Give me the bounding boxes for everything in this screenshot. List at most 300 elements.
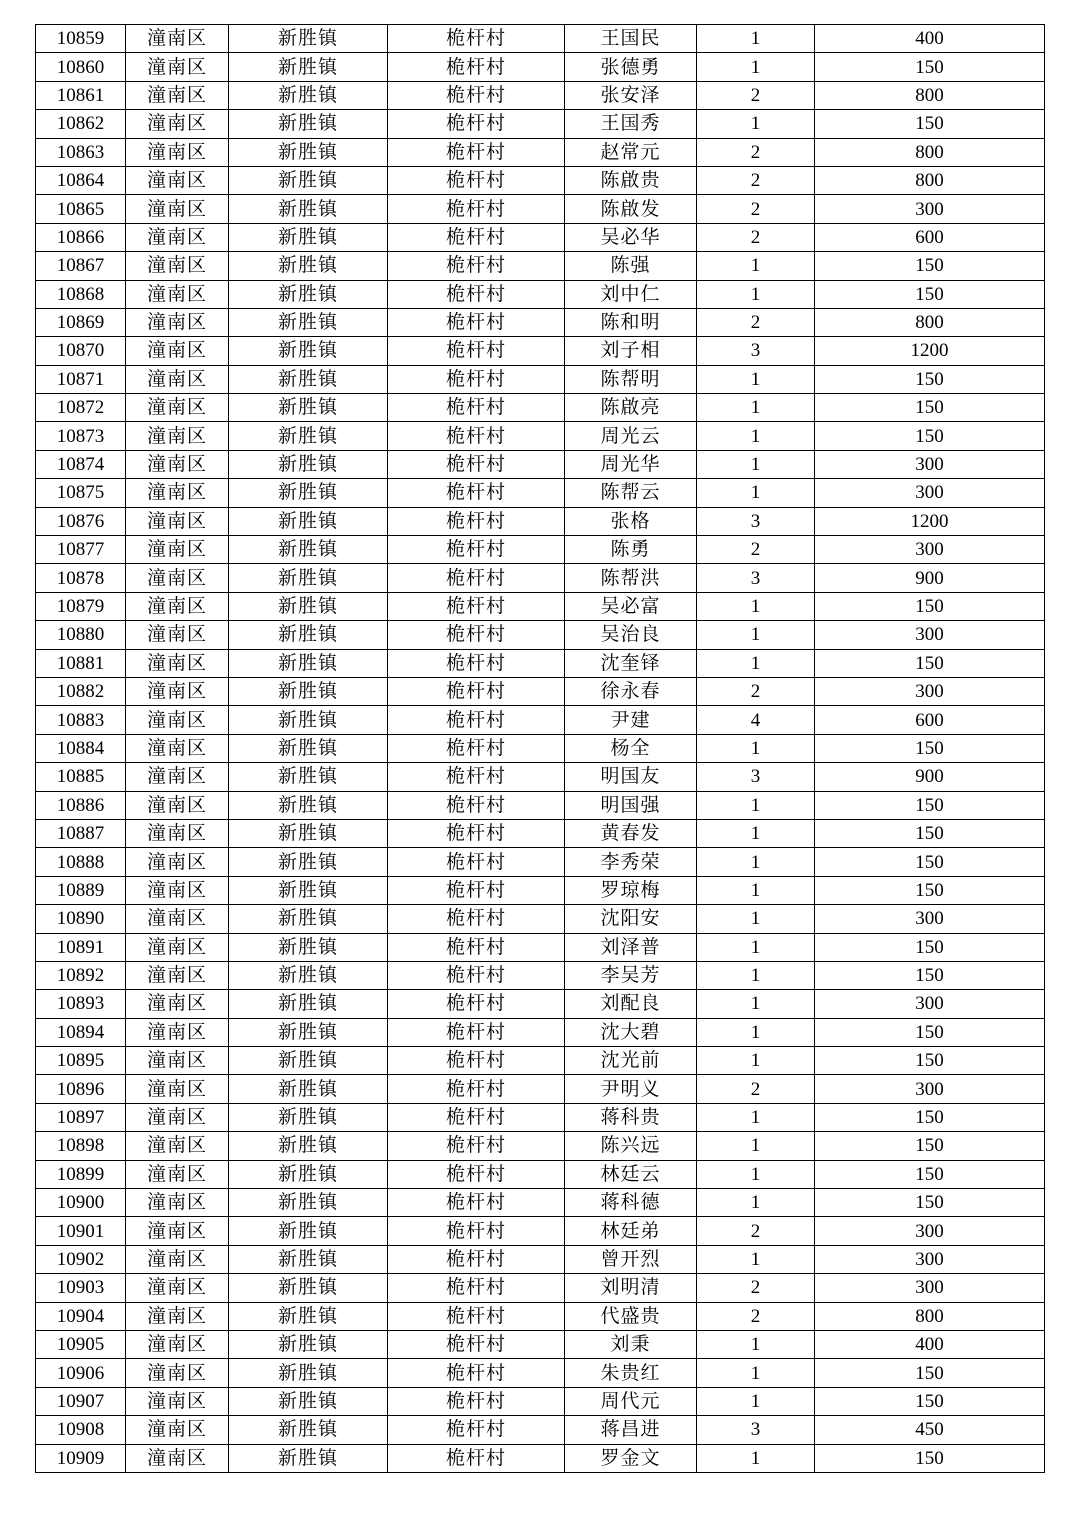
town-cell: 新胜镇 <box>229 706 388 734</box>
village-cell: 桅杆村 <box>388 507 565 535</box>
household-count-cell: 1 <box>697 1103 815 1131</box>
town-cell: 新胜镇 <box>229 1217 388 1245</box>
household-count-cell: 1 <box>697 1359 815 1387</box>
serial-number-cell: 10906 <box>36 1359 126 1387</box>
district-cell: 潼南区 <box>126 365 229 393</box>
name-cell: 陈兴远 <box>565 1132 697 1160</box>
town-cell: 新胜镇 <box>229 1359 388 1387</box>
amount-cell: 900 <box>815 763 1045 791</box>
district-cell: 潼南区 <box>126 1103 229 1131</box>
serial-number-cell: 10865 <box>36 195 126 223</box>
household-count-cell: 1 <box>697 394 815 422</box>
household-count-cell: 1 <box>697 592 815 620</box>
household-count-cell: 2 <box>697 536 815 564</box>
town-cell: 新胜镇 <box>229 1387 388 1415</box>
district-cell: 潼南区 <box>126 1160 229 1188</box>
household-count-cell: 1 <box>697 25 815 53</box>
amount-cell: 150 <box>815 1387 1045 1415</box>
name-cell: 杨全 <box>565 734 697 762</box>
amount-cell: 800 <box>815 81 1045 109</box>
serial-number-cell: 10861 <box>36 81 126 109</box>
table-row <box>36 479 1045 507</box>
district-cell: 潼南区 <box>126 394 229 422</box>
table-row <box>36 677 1045 705</box>
district-cell: 潼南区 <box>126 1217 229 1245</box>
district-cell: 潼南区 <box>126 564 229 592</box>
village-cell: 桅杆村 <box>388 138 565 166</box>
village-cell: 桅杆村 <box>388 1359 565 1387</box>
serial-number-cell: 10901 <box>36 1217 126 1245</box>
village-cell: 桅杆村 <box>388 791 565 819</box>
district-cell: 潼南区 <box>126 81 229 109</box>
town-cell: 新胜镇 <box>229 110 388 138</box>
village-cell: 桅杆村 <box>388 280 565 308</box>
household-count-cell: 2 <box>697 166 815 194</box>
name-cell: 张德勇 <box>565 53 697 81</box>
name-cell: 曾开烈 <box>565 1245 697 1273</box>
serial-number-cell: 10881 <box>36 649 126 677</box>
town-cell: 新胜镇 <box>229 848 388 876</box>
district-cell: 潼南区 <box>126 138 229 166</box>
household-count-cell: 1 <box>697 252 815 280</box>
amount-cell: 400 <box>815 25 1045 53</box>
amount-cell: 150 <box>815 422 1045 450</box>
table-row <box>36 223 1045 251</box>
table-row <box>36 1132 1045 1160</box>
household-count-cell: 4 <box>697 706 815 734</box>
town-cell: 新胜镇 <box>229 365 388 393</box>
amount-cell: 800 <box>815 138 1045 166</box>
table-row <box>36 848 1045 876</box>
household-count-cell: 1 <box>697 819 815 847</box>
household-count-cell: 1 <box>697 1189 815 1217</box>
name-cell: 沈奎铎 <box>565 649 697 677</box>
village-cell: 桅杆村 <box>388 1302 565 1330</box>
name-cell: 陈啟发 <box>565 195 697 223</box>
district-cell: 潼南区 <box>126 1274 229 1302</box>
district-cell: 潼南区 <box>126 252 229 280</box>
district-cell: 潼南区 <box>126 1387 229 1415</box>
town-cell: 新胜镇 <box>229 450 388 478</box>
serial-number-cell: 10883 <box>36 706 126 734</box>
town-cell: 新胜镇 <box>229 1132 388 1160</box>
town-cell: 新胜镇 <box>229 819 388 847</box>
name-cell: 吴必华 <box>565 223 697 251</box>
district-cell: 潼南区 <box>126 621 229 649</box>
table-row <box>36 1274 1045 1302</box>
village-cell: 桅杆村 <box>388 564 565 592</box>
town-cell: 新胜镇 <box>229 1103 388 1131</box>
household-count-cell: 3 <box>697 763 815 791</box>
serial-number-cell: 10868 <box>36 280 126 308</box>
amount-cell: 300 <box>815 1245 1045 1273</box>
table-row <box>36 734 1045 762</box>
serial-number-cell: 10869 <box>36 308 126 336</box>
village-cell: 桅杆村 <box>388 53 565 81</box>
table-row <box>36 138 1045 166</box>
serial-number-cell: 10866 <box>36 223 126 251</box>
household-count-cell: 1 <box>697 933 815 961</box>
village-cell: 桅杆村 <box>388 1018 565 1046</box>
district-cell: 潼南区 <box>126 1359 229 1387</box>
district-cell: 潼南区 <box>126 1047 229 1075</box>
table-row <box>36 1047 1045 1075</box>
table-row <box>36 1302 1045 1330</box>
household-count-cell: 2 <box>697 223 815 251</box>
serial-number-cell: 10902 <box>36 1245 126 1273</box>
name-cell: 陈强 <box>565 252 697 280</box>
household-count-cell: 2 <box>697 195 815 223</box>
table-row <box>36 394 1045 422</box>
town-cell: 新胜镇 <box>229 280 388 308</box>
town-cell: 新胜镇 <box>229 1075 388 1103</box>
village-cell: 桅杆村 <box>388 1047 565 1075</box>
table-row <box>36 564 1045 592</box>
household-count-cell: 2 <box>697 308 815 336</box>
name-cell: 周代元 <box>565 1387 697 1415</box>
district-cell: 潼南区 <box>126 876 229 904</box>
district-cell: 潼南区 <box>126 791 229 819</box>
village-cell: 桅杆村 <box>388 1245 565 1273</box>
table-row <box>36 507 1045 535</box>
town-cell: 新胜镇 <box>229 507 388 535</box>
amount-cell: 150 <box>815 365 1045 393</box>
amount-cell: 150 <box>815 252 1045 280</box>
town-cell: 新胜镇 <box>229 933 388 961</box>
name-cell: 陈勇 <box>565 536 697 564</box>
district-cell: 潼南区 <box>126 479 229 507</box>
household-count-cell: 1 <box>697 649 815 677</box>
household-count-cell: 2 <box>697 138 815 166</box>
household-count-cell: 2 <box>697 1075 815 1103</box>
district-cell: 潼南区 <box>126 450 229 478</box>
serial-number-cell: 10873 <box>36 422 126 450</box>
serial-number-cell: 10885 <box>36 763 126 791</box>
district-cell: 潼南区 <box>126 1444 229 1472</box>
table-row <box>36 1444 1045 1472</box>
name-cell: 蒋科贵 <box>565 1103 697 1131</box>
data-table <box>35 24 1045 1473</box>
amount-cell: 300 <box>815 990 1045 1018</box>
village-cell: 桅杆村 <box>388 536 565 564</box>
table-row <box>36 592 1045 620</box>
district-cell: 潼南区 <box>126 1132 229 1160</box>
table-row <box>36 990 1045 1018</box>
district-cell: 潼南区 <box>126 53 229 81</box>
household-count-cell: 2 <box>697 1274 815 1302</box>
table-row <box>36 791 1045 819</box>
amount-cell: 300 <box>815 536 1045 564</box>
district-cell: 潼南区 <box>126 677 229 705</box>
district-cell: 潼南区 <box>126 1302 229 1330</box>
amount-cell: 150 <box>815 1189 1045 1217</box>
town-cell: 新胜镇 <box>229 1330 388 1358</box>
household-count-cell: 1 <box>697 53 815 81</box>
village-cell: 桅杆村 <box>388 1330 565 1358</box>
town-cell: 新胜镇 <box>229 53 388 81</box>
table-row <box>36 961 1045 989</box>
serial-number-cell: 10879 <box>36 592 126 620</box>
village-cell: 桅杆村 <box>388 933 565 961</box>
household-count-cell: 1 <box>697 1444 815 1472</box>
serial-number-cell: 10878 <box>36 564 126 592</box>
name-cell: 王国民 <box>565 25 697 53</box>
amount-cell: 300 <box>815 905 1045 933</box>
serial-number-cell: 10877 <box>36 536 126 564</box>
table-row <box>36 450 1045 478</box>
town-cell: 新胜镇 <box>229 1302 388 1330</box>
village-cell: 桅杆村 <box>388 876 565 904</box>
village-cell: 桅杆村 <box>388 81 565 109</box>
name-cell: 陈帮洪 <box>565 564 697 592</box>
district-cell: 潼南区 <box>126 308 229 336</box>
district-cell: 潼南区 <box>126 280 229 308</box>
village-cell: 桅杆村 <box>388 479 565 507</box>
name-cell: 陈帮云 <box>565 479 697 507</box>
amount-cell: 1200 <box>815 507 1045 535</box>
table-row <box>36 933 1045 961</box>
village-cell: 桅杆村 <box>388 166 565 194</box>
serial-number-cell: 10875 <box>36 479 126 507</box>
household-count-cell: 1 <box>697 848 815 876</box>
name-cell: 陈啟贵 <box>565 166 697 194</box>
amount-cell: 150 <box>815 1047 1045 1075</box>
household-count-cell: 1 <box>697 422 815 450</box>
amount-cell: 150 <box>815 876 1045 904</box>
amount-cell: 150 <box>815 1444 1045 1472</box>
table-row <box>36 166 1045 194</box>
household-count-cell: 2 <box>697 1217 815 1245</box>
amount-cell: 150 <box>815 1103 1045 1131</box>
serial-number-cell: 10891 <box>36 933 126 961</box>
amount-cell: 300 <box>815 677 1045 705</box>
table-row <box>36 536 1045 564</box>
town-cell: 新胜镇 <box>229 25 388 53</box>
household-count-cell: 3 <box>697 1416 815 1444</box>
village-cell: 桅杆村 <box>388 621 565 649</box>
household-count-cell: 2 <box>697 677 815 705</box>
name-cell: 沈大碧 <box>565 1018 697 1046</box>
name-cell: 明国友 <box>565 763 697 791</box>
amount-cell: 150 <box>815 110 1045 138</box>
table-row <box>36 1245 1045 1273</box>
town-cell: 新胜镇 <box>229 1416 388 1444</box>
village-cell: 桅杆村 <box>388 110 565 138</box>
serial-number-cell: 10860 <box>36 53 126 81</box>
amount-cell: 300 <box>815 479 1045 507</box>
serial-number-cell: 10867 <box>36 252 126 280</box>
name-cell: 周光华 <box>565 450 697 478</box>
name-cell: 李吴芳 <box>565 961 697 989</box>
table-row <box>36 819 1045 847</box>
amount-cell: 150 <box>815 280 1045 308</box>
table-row <box>36 905 1045 933</box>
name-cell: 沈阳安 <box>565 905 697 933</box>
village-cell: 桅杆村 <box>388 649 565 677</box>
household-count-cell: 3 <box>697 507 815 535</box>
table-row <box>36 1160 1045 1188</box>
town-cell: 新胜镇 <box>229 961 388 989</box>
amount-cell: 150 <box>815 649 1045 677</box>
table-row <box>36 1416 1045 1444</box>
amount-cell: 800 <box>815 308 1045 336</box>
town-cell: 新胜镇 <box>229 1444 388 1472</box>
amount-cell: 150 <box>815 1018 1045 1046</box>
town-cell: 新胜镇 <box>229 536 388 564</box>
name-cell: 刘配良 <box>565 990 697 1018</box>
table-row <box>36 1189 1045 1217</box>
village-cell: 桅杆村 <box>388 1160 565 1188</box>
village-cell: 桅杆村 <box>388 905 565 933</box>
table-row <box>36 1359 1045 1387</box>
village-cell: 桅杆村 <box>388 1387 565 1415</box>
name-cell: 刘明清 <box>565 1274 697 1302</box>
village-cell: 桅杆村 <box>388 223 565 251</box>
district-cell: 潼南区 <box>126 110 229 138</box>
table-row <box>36 649 1045 677</box>
household-count-cell: 1 <box>697 365 815 393</box>
village-cell: 桅杆村 <box>388 1274 565 1302</box>
household-count-cell: 1 <box>697 961 815 989</box>
town-cell: 新胜镇 <box>229 81 388 109</box>
name-cell: 陈帮明 <box>565 365 697 393</box>
village-cell: 桅杆村 <box>388 365 565 393</box>
village-cell: 桅杆村 <box>388 734 565 762</box>
village-cell: 桅杆村 <box>388 1189 565 1217</box>
serial-number-cell: 10859 <box>36 25 126 53</box>
household-count-cell: 2 <box>697 81 815 109</box>
village-cell: 桅杆村 <box>388 308 565 336</box>
household-count-cell: 3 <box>697 564 815 592</box>
district-cell: 潼南区 <box>126 1330 229 1358</box>
district-cell: 潼南区 <box>126 1416 229 1444</box>
name-cell: 刘子相 <box>565 337 697 365</box>
town-cell: 新胜镇 <box>229 195 388 223</box>
serial-number-cell: 10898 <box>36 1132 126 1160</box>
district-cell: 潼南区 <box>126 1075 229 1103</box>
household-count-cell: 1 <box>697 280 815 308</box>
table-body <box>36 25 1045 1473</box>
district-cell: 潼南区 <box>126 592 229 620</box>
name-cell: 刘秉 <box>565 1330 697 1358</box>
serial-number-cell: 10907 <box>36 1387 126 1415</box>
amount-cell: 300 <box>815 450 1045 478</box>
serial-number-cell: 10862 <box>36 110 126 138</box>
village-cell: 桅杆村 <box>388 394 565 422</box>
household-count-cell: 1 <box>697 1330 815 1358</box>
amount-cell: 150 <box>815 53 1045 81</box>
name-cell: 刘泽普 <box>565 933 697 961</box>
serial-number-cell: 10887 <box>36 819 126 847</box>
serial-number-cell: 10909 <box>36 1444 126 1472</box>
serial-number-cell: 10863 <box>36 138 126 166</box>
serial-number-cell: 10872 <box>36 394 126 422</box>
name-cell: 王国秀 <box>565 110 697 138</box>
amount-cell: 150 <box>815 848 1045 876</box>
district-cell: 潼南区 <box>126 649 229 677</box>
amount-cell: 800 <box>815 1302 1045 1330</box>
town-cell: 新胜镇 <box>229 1245 388 1273</box>
district-cell: 潼南区 <box>126 990 229 1018</box>
name-cell: 陈啟亮 <box>565 394 697 422</box>
district-cell: 潼南区 <box>126 25 229 53</box>
name-cell: 吴治良 <box>565 621 697 649</box>
name-cell: 周光云 <box>565 422 697 450</box>
household-count-cell: 1 <box>697 621 815 649</box>
village-cell: 桅杆村 <box>388 1416 565 1444</box>
district-cell: 潼南区 <box>126 337 229 365</box>
district-cell: 潼南区 <box>126 422 229 450</box>
serial-number-cell: 10886 <box>36 791 126 819</box>
town-cell: 新胜镇 <box>229 564 388 592</box>
table-row <box>36 1387 1045 1415</box>
town-cell: 新胜镇 <box>229 422 388 450</box>
table-row <box>36 1217 1045 1245</box>
amount-cell: 150 <box>815 1160 1045 1188</box>
name-cell: 尹建 <box>565 706 697 734</box>
village-cell: 桅杆村 <box>388 677 565 705</box>
table-row <box>36 195 1045 223</box>
table-row <box>36 280 1045 308</box>
village-cell: 桅杆村 <box>388 763 565 791</box>
town-cell: 新胜镇 <box>229 166 388 194</box>
amount-cell: 1200 <box>815 337 1045 365</box>
town-cell: 新胜镇 <box>229 677 388 705</box>
town-cell: 新胜镇 <box>229 763 388 791</box>
table-row <box>36 53 1045 81</box>
district-cell: 潼南区 <box>126 507 229 535</box>
table-row <box>36 365 1045 393</box>
amount-cell: 150 <box>815 791 1045 819</box>
serial-number-cell: 10896 <box>36 1075 126 1103</box>
amount-cell: 150 <box>815 592 1045 620</box>
name-cell: 张格 <box>565 507 697 535</box>
table-row <box>36 1330 1045 1358</box>
name-cell: 张安泽 <box>565 81 697 109</box>
household-count-cell: 1 <box>697 1245 815 1273</box>
table-row <box>36 337 1045 365</box>
serial-number-cell: 10892 <box>36 961 126 989</box>
serial-number-cell: 10890 <box>36 905 126 933</box>
name-cell: 沈光前 <box>565 1047 697 1075</box>
amount-cell: 600 <box>815 706 1045 734</box>
name-cell: 朱贵红 <box>565 1359 697 1387</box>
town-cell: 新胜镇 <box>229 308 388 336</box>
town-cell: 新胜镇 <box>229 621 388 649</box>
household-count-cell: 1 <box>697 110 815 138</box>
town-cell: 新胜镇 <box>229 734 388 762</box>
town-cell: 新胜镇 <box>229 252 388 280</box>
serial-number-cell: 10905 <box>36 1330 126 1358</box>
name-cell: 尹明义 <box>565 1075 697 1103</box>
name-cell: 赵常元 <box>565 138 697 166</box>
name-cell: 蒋科德 <box>565 1189 697 1217</box>
town-cell: 新胜镇 <box>229 1189 388 1217</box>
district-cell: 潼南区 <box>126 706 229 734</box>
amount-cell: 300 <box>815 1217 1045 1245</box>
household-count-cell: 1 <box>697 905 815 933</box>
name-cell: 吴必富 <box>565 592 697 620</box>
serial-number-cell: 10897 <box>36 1103 126 1131</box>
name-cell: 明国强 <box>565 791 697 819</box>
table-row <box>36 1018 1045 1046</box>
town-cell: 新胜镇 <box>229 1047 388 1075</box>
serial-number-cell: 10870 <box>36 337 126 365</box>
village-cell: 桅杆村 <box>388 1075 565 1103</box>
town-cell: 新胜镇 <box>229 791 388 819</box>
household-count-cell: 1 <box>697 734 815 762</box>
household-count-cell: 1 <box>697 1387 815 1415</box>
